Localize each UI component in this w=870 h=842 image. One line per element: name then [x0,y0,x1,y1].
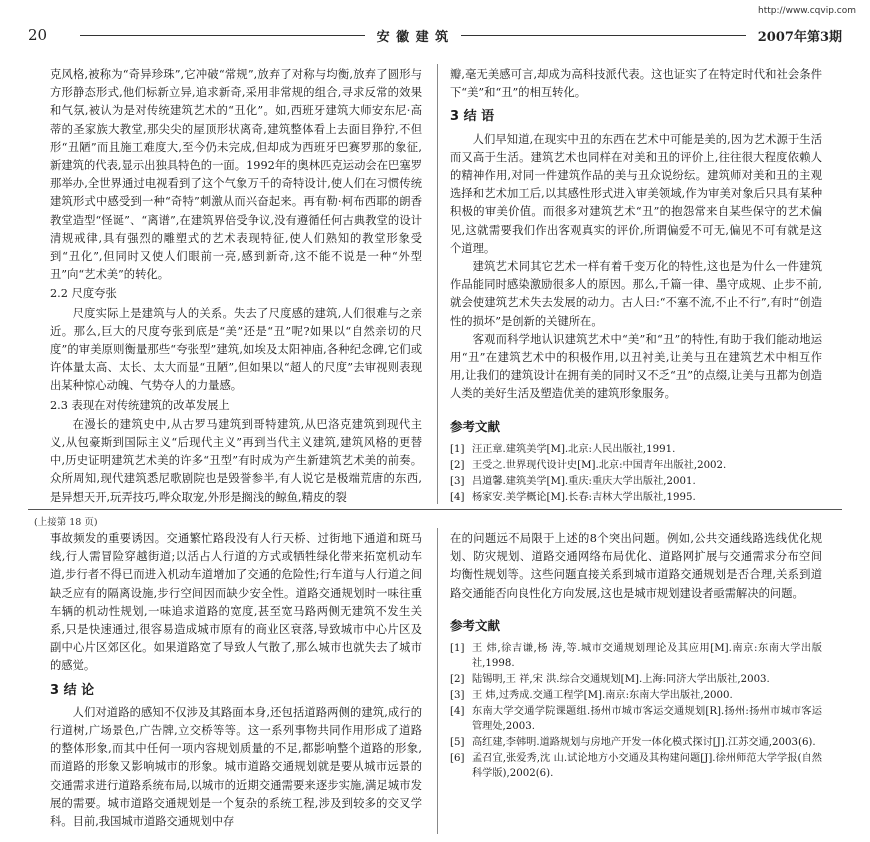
reference-item: [3] 王 炜,过秀成.交通工程学[M].南京:东南大学出版社,2000. [450,690,733,702]
paragraph: 在漫长的建筑史中,从古罗马建筑到哥特建筑,从巴洛克建筑到现代主义,从包豪斯到国际主义“后现代主义”再到当代主义建筑,建筑风格的更替中,历史证明建筑艺术美的许多“丑型”有时成为产生新建筑艺术美的前奏。众所周知,现代建筑悉尼歌剧院也是毁誉参半,有人说它是极端荒唐的东西,是异想天开,玩弄技巧,哗众取宠,外形是搁浅的鲸鱼,精皮的裂 [50,417,422,504]
reference-item: [2] 陆锡明,王 祥,宋 洪.综合交通规划[M].上海:同济大学出版社,2003. [450,674,770,686]
paragraph: 人们对道路的感知不仅涉及其路面本身,还包括道路两侧的建筑,成行的行道树,广场景色,广告牌,立交桥等等。这一系列事物共同作用形成了道路的整体形象,而其中任何一项内容规划质量的不足,都影响整个道路的形象,而道路的形象又影响城市的形象。城市道路交通规划就是要从城市远景的交通需求进行道路系统布局,以城市的近期交通需要来逐步实施,满足城市发展的需要。城市道路交通规划是一个复杂的系统工程,涉及到较多的交叉学科。目前,我国城市道路交通规划中存 [50,705,422,829]
reference-item: [6] 孟召宜,张爱秀,沈 山.试论地方小交通及其构建问题[J].徐州师范大学学报(自然科学版),2002(6). [450,753,822,780]
reference-item: [4] 杨家安.美学概论[M].长春:吉林大学出版社,1995. [450,491,696,503]
paragraph: 瓣,毫无美感可言,却成为高科技派代表。这也证实了在特定时代和社会条件下“美”和“丑”的相互转化。 [450,68,822,100]
reference-item: [1] 王 炜,徐吉谦,杨 涛,等.城市交通规划理论及其应用[M].南京:东南大学出版社,1998. [450,643,822,670]
page-number: 20 [28,26,48,44]
top-right-column [450,66,822,506]
watermark-url: http://www.cqvip.com [758,6,856,16]
reference-item: [3] 吕道馨.建筑美学[M].重庆:重庆大学出版社,2001. [450,475,696,487]
subsection-heading: 2.3 表现在对传统建筑的改革发展上 [50,398,230,412]
subsection-heading: 2.2 尺度夸张 [50,287,117,301]
reference-item: [2] 王受之.世界现代设计史[M].北京:中国青年出版社,2002. [450,459,727,471]
paragraph: 事故频发的重要诱因。交通繁忙路段没有人行天桥、过街地下通道和斑马线,行人需冒险穿越街道;以活占人行道的方式或牺牲绿化带来拓宽机动车道,步行者不得已而进入机动车道增加了交通的危险性;行车道与人行道之间缺乏应有的隔离设施,步行空间因而缺少安全性。道路交通规划时一味往重车辆的机动性规划,一味追求道路的宽度,甚至宽马路两侧无建筑不发生关系,只是快速通过,很容易造成城市原有的商业区衰落,导致城市中心片区及副中心片区郊区化。如果道路宽了导致人气散了,那么城市也就失去了城市的感觉。 [50,532,422,673]
references-list [450,442,822,505]
column-divider [437,64,438,504]
top-left-column [50,66,422,507]
section-heading: 3 结 论 [50,682,95,698]
header-rule-left [80,35,365,36]
paragraph: 尺度实际上是建筑与人的关系。失去了尺度感的建筑,人们很难与之亲近。那么,巨大的尺度夸张到底是“美”还是“丑”呢?如果以“自然亲切的尺度”的审美原则衡量那些“夸张型”建筑,如埃及太阳神庙,各种纪念碑,它们或许体量太高、太长、太大而显“丑陋”,但如果以“超人的尺度”去审视则表现出某种惊心动魄、气势夺人的力量感。 [50,306,422,393]
reference-item: [5] 高红建,李韩明.道路规划与房地产开发一体化模式探讨[J].江苏交通,2003(6). [450,737,816,749]
references-list [450,641,822,781]
issue-label: 2007年第3期 [757,29,842,45]
page-header [28,22,842,48]
references-heading: 参考文献 [450,418,501,434]
reference-item: [1] 汪正章.建筑美学[M].北京:人民出版社,1991. [450,443,676,455]
paragraph: 克风格,被称为“奇异珍珠”,它冲破“常规”,放弃了对称与均衡,放弃了圆形与方形静态形式,他们标新立异,追求新奇,采用非常规的组合,寻求反常的效果和气氛,被认为是对传统建筑艺术的“丑化”。如,西班牙建筑大师安东尼·高蒂的圣家族大教堂,那尖尖的屋顶形状离奇,建筑整体看上去面目狰狞,不但形“丑陋”而且施工难度大,至今仍未完成,但却成为西班牙巴赛罗那的象征,新建筑的代表,显示出独具特色的一面。1992年的奥林匹克运动会在巴塞罗那举办,全世界通过电视看到了这个气象万千的奇特设计,使人们在习惯传统建筑形式中感受到一种“奇特”刺激从而兴奋起来。再有勒·柯布西耶的朗香教堂造型“怪诞”、“离谱”,在建筑界倍受争议,没有遵循任何古典教堂的设计清规戒律,具有强烈的雕塑式的艺术表现特征,使人们熟知的教堂形象受到“丑化”,但同时又使人们眼前一亮,感到新奇,这不能不说是一种“外型丑”向“艺术美”的转化。 [50,68,422,282]
header-rule-right [461,35,746,36]
paragraph: 客观而科学地认识建筑艺术中“美”和“丑”的特性,有助于我们能动地运用“丑”在建筑艺术中的积极作用,以丑衬美,让美与丑在建筑艺术中相互作用,让我们的建筑设计在拥有美的同时又不乏“丑”的点缀,让美与丑都为创造人类的美好生活及塑造优美的建筑形象服务。 [450,332,822,401]
bottom-right-column [450,530,822,782]
column-divider [437,528,438,834]
paragraph: 建筑艺术同其它艺术一样有着千变万化的特性,这也是为什么一件建筑作品能同时感染激励很多人的原因。那么,千篇一律、墨守成规、止步不前,就会使建筑艺术失去发展的动力。古人曰:“不塞不流,不止不行”,有时“创造性的损坏”是创新的关键所在。 [450,260,822,328]
bottom-left-column [50,530,422,831]
paragraph: 在的问题远不局限于上述的8个突出问题。例如,公共交通线路选线优化规划、防灾规划、道路交通网络布局优化、道路网扩展与交通需求分布空间均衡性规划等。这些问题直接关系到城市道路交通规划是否合理,关系到道路交通能否向良性化方向发展,这也是城市规划建设者亟需解决的问题。 [450,532,822,600]
continued-from-label: (上接第 18 页) [34,517,98,528]
reference-item: [4] 东南大学交通学院课题组.扬州市城市客运交通规划[R].扬州:扬州市城市客运管理处,2003. [450,706,822,733]
paragraph: 人们早知道,在现实中丑的东西在艺术中可能是美的,因为艺术源于生活而又高于生活。建筑艺术也同样在对美和丑的评价上,往往很大程度依赖人的精神作用,对同一件建筑作品的美与丑众说纷纭。建筑师对美和丑的主观选择和艺术加工后,以其感性形式进入审美领域,作为审美对象后只具有某种积极的审美价值。而很多对建筑艺术“丑”的抱怨常来自某些保守的艺术偏见,这就需要我们作出客观真实的评价,所谓偏爱不可无,偏见不可有就是这个道理。 [450,132,822,255]
section-heading: 3 结 语 [450,109,495,125]
article-divider [28,509,842,510]
references-heading: 参考文献 [450,617,501,633]
journal-name: 安 徽 建 筑 [376,29,450,45]
